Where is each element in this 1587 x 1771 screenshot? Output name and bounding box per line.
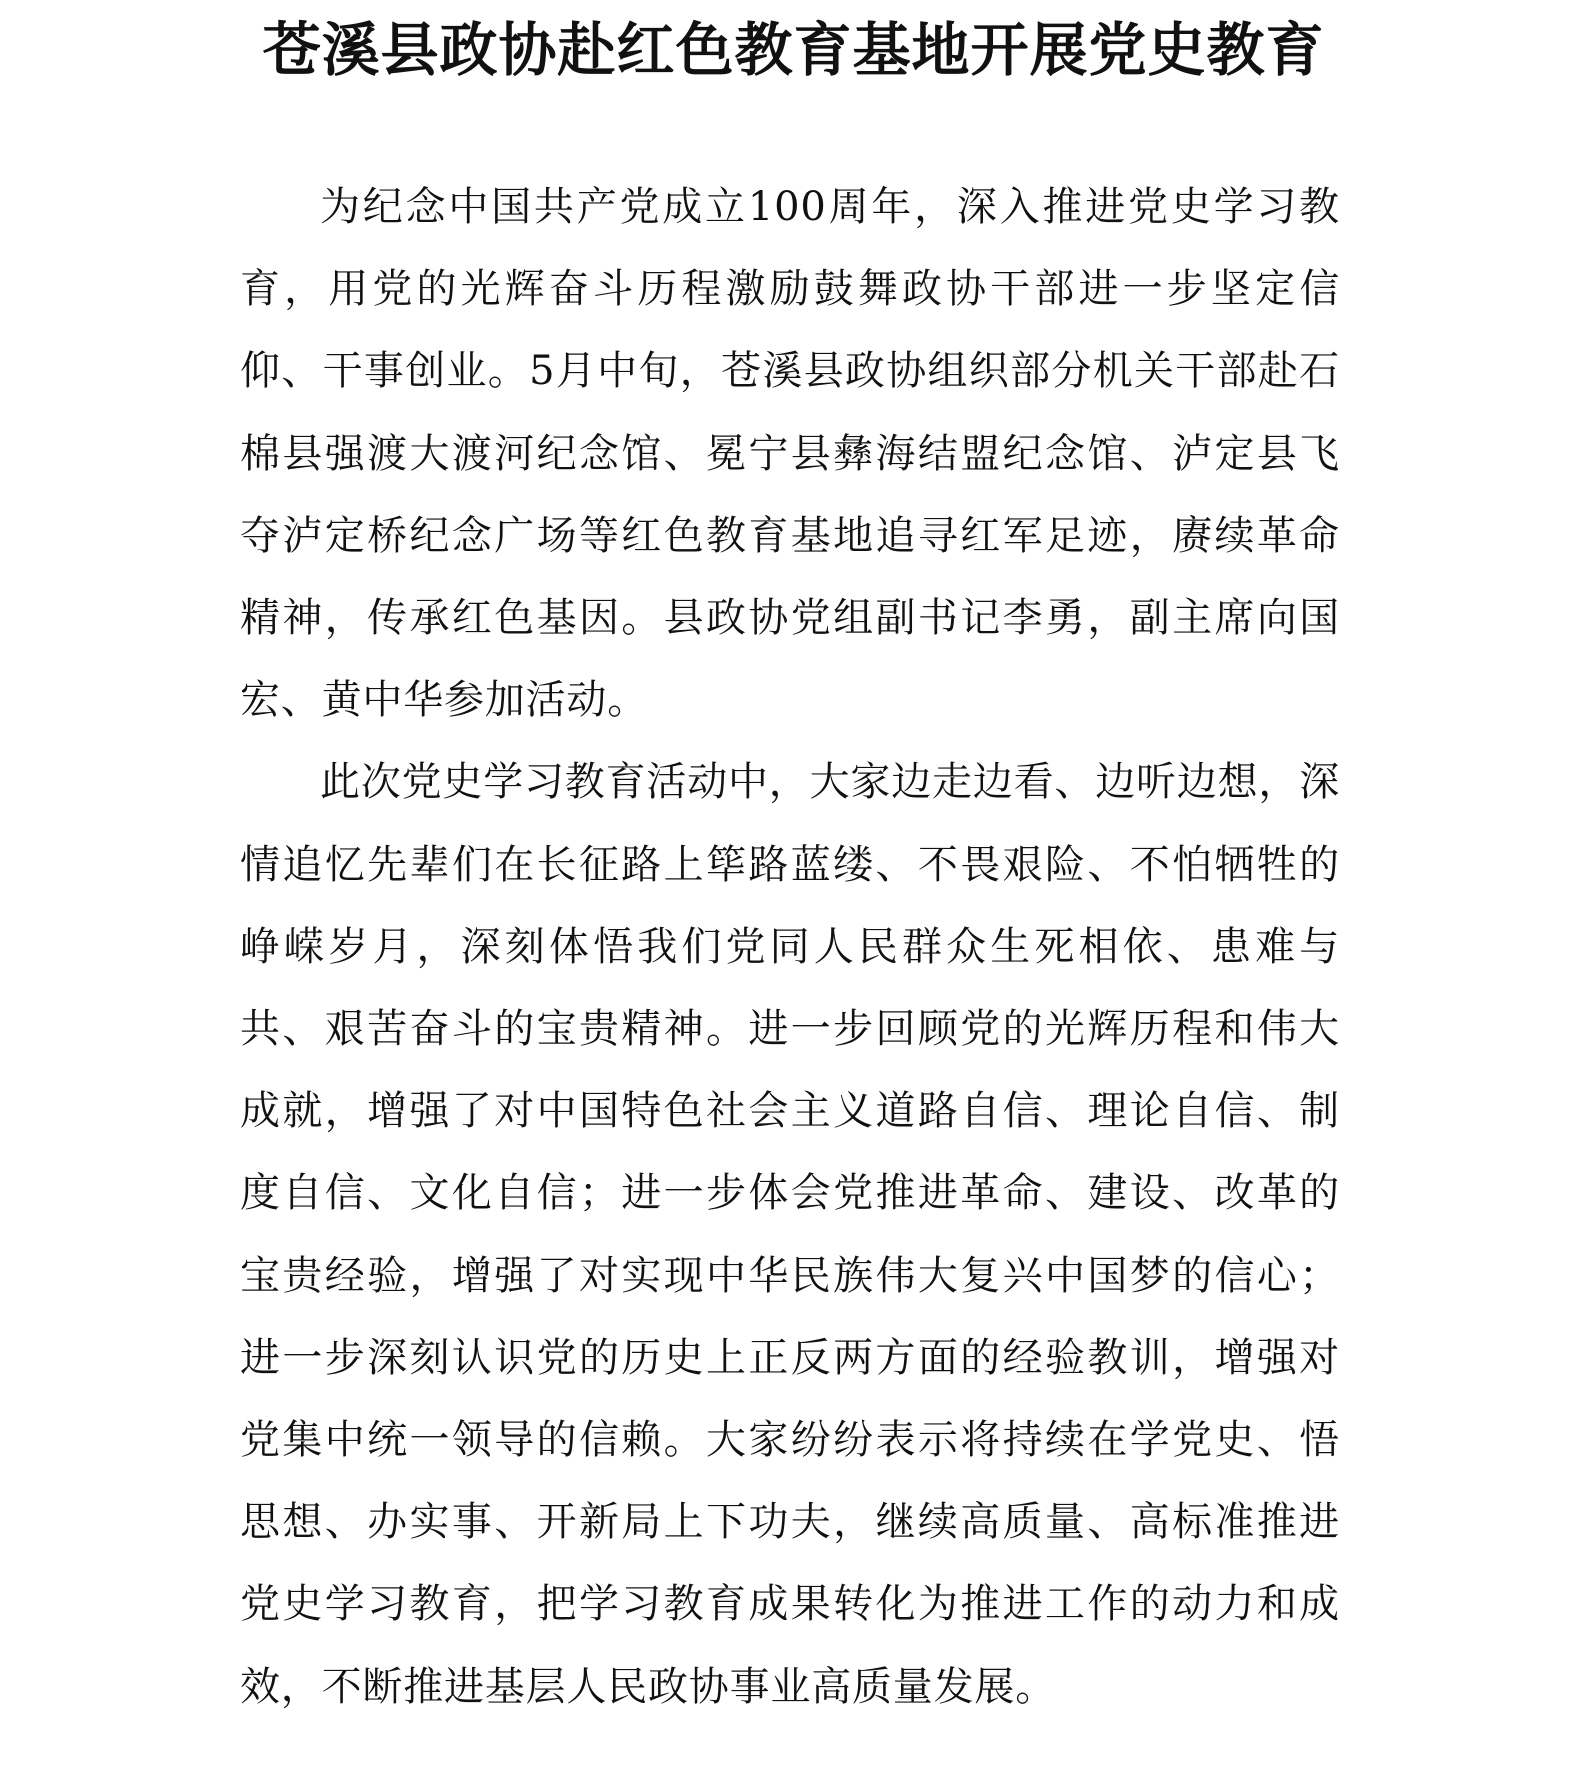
paragraph-2: 此次党史学习教育活动中，大家边走边看、边听边想，深情追忆先辈们在长征路上筚路蓝缕、不畏艰险、不怕牺牲的峥嵘岁月，深刻体悟我们党同人民群众生死相依、患难与共、艰苦奋斗的宝贵精神。进一步回顾党的光辉历程和伟大成就，增强了对中国特色社会主义道路自信、理论自信、制度自信、文化自信；进一步体会党推进革命、建设、改革的宝贵经验，增强了对实现中华民族伟大复兴中国梦的信心；进一步深刻认识党的历史上正反两方面的经验教训，增强对党集中统一领导的信赖。大家纷纷表示将持续在学党史、悟思想、办实事、开新局上下功夫，继续高质量、高标准推进党史学习教育，把学习教育成果转化为推进工作的动力和成效，不断推进基层人民政协事业高质量发展。 (240, 759, 1340, 1710)
document-body (240, 166, 1340, 1728)
paragraph-1: 为纪念中国共产党成立100周年，深入推进党史学习教育，用党的光辉奋斗历程激励鼓舞政协干部进一步坚定信仰、干事创业。5月中旬，苍溪县政协组织部分机关干部赴石棉县强渡大渡河纪念馆、冕宁县彝海结盟纪念馆、泸定县飞夺泸定桥纪念广场等红色教育基地追寻红军足迹，赓续革命精神，传承红色基因。县政协党组副书记李勇，副主席向国宏、黄中华参加活动。 (240, 184, 1340, 724)
document-title: 苍溪县政协赴红色教育基地开展党史教育 (262, 16, 1325, 84)
